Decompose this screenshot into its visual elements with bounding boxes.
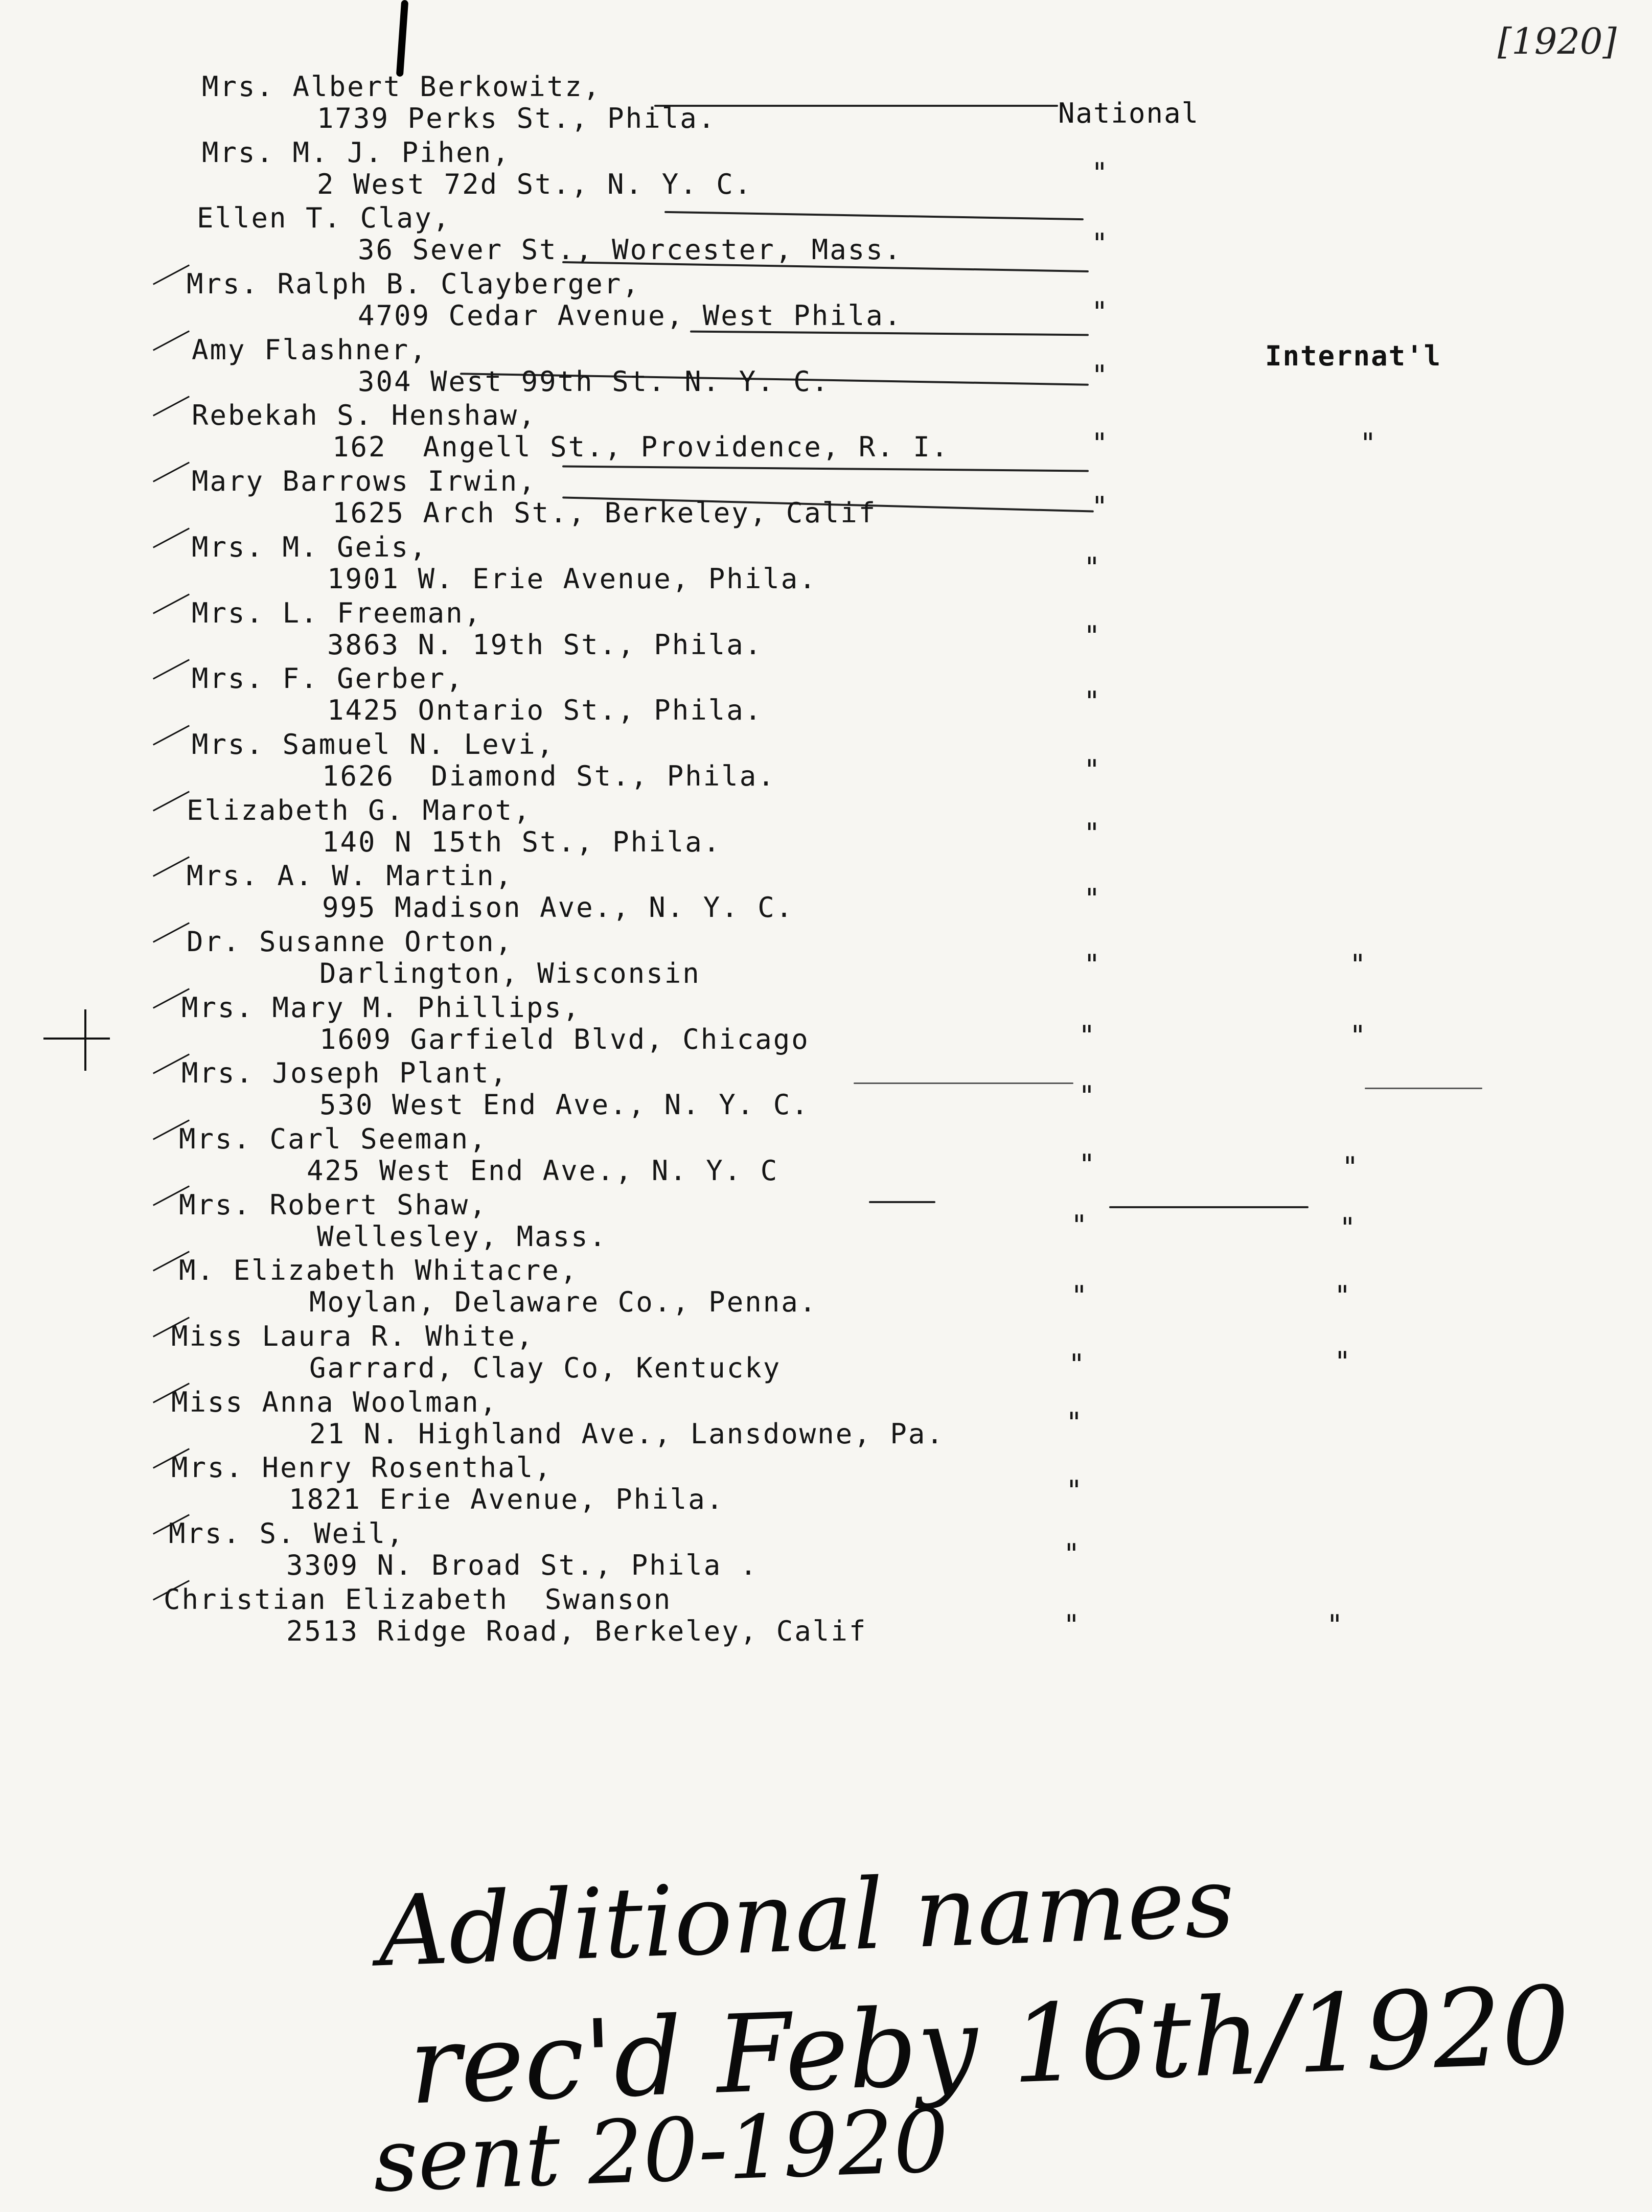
entry-name: Mrs. Joseph Plant, xyxy=(181,1057,509,1090)
list-item xyxy=(0,532,1652,598)
national-ditto: " xyxy=(1079,1019,1097,1052)
list-item xyxy=(0,72,1652,137)
entry-address: 36 Sever St., Worcester, Mass. xyxy=(358,234,903,266)
entry-name: Mrs. A. W. Martin, xyxy=(187,860,514,892)
entry-address: 1626 Diamond St., Phila. xyxy=(322,759,776,792)
list-item xyxy=(0,1387,1652,1453)
address-list xyxy=(0,72,1652,1650)
entry-address: Garrard, Clay Co, Kentucky xyxy=(309,1352,782,1385)
entry-address: 2 West 72d St., N. Y. C. xyxy=(317,168,753,200)
handwritten-note-line: Additional names xyxy=(376,1845,1236,1989)
entry-address: 4709 Cedar Avenue, West Phila. xyxy=(358,299,903,332)
national-ditto: " xyxy=(1071,1209,1089,1241)
entry-name: Elizabeth G. Marot, xyxy=(187,794,532,826)
entry-name: Mrs. Robert Shaw, xyxy=(179,1188,488,1221)
entry-name: Mrs. L. Freeman, xyxy=(192,596,483,629)
entry-address: Wellesley, Mass. xyxy=(317,1220,608,1253)
entry-name: Mrs. Mary M. Phillips, xyxy=(181,991,581,1024)
national-column-header: National xyxy=(1058,97,1200,129)
entry-address: 530 West End Ave., N. Y. C. xyxy=(319,1089,810,1121)
list-item xyxy=(0,335,1652,401)
entry-name: Amy Flashner, xyxy=(192,333,428,366)
international-ditto: " xyxy=(1334,1346,1352,1378)
entry-name: Mrs. Ralph B. Clayberger, xyxy=(187,268,640,301)
list-item xyxy=(0,1058,1652,1124)
international-ditto: " xyxy=(1349,1019,1368,1052)
international-ditto: " xyxy=(1326,1608,1345,1641)
entry-name: Christian Elizabeth Swanson xyxy=(164,1583,672,1616)
entry-address: 140 N 15th St., Phila. xyxy=(322,825,722,858)
national-ditto: " xyxy=(1084,685,1102,718)
entry-address: 995 Madison Ave., N. Y. C. xyxy=(322,891,794,924)
list-item xyxy=(0,729,1652,795)
national-ditto: " xyxy=(1079,1148,1097,1181)
list-item xyxy=(0,861,1652,927)
paper-clip-mark xyxy=(396,0,408,77)
national-ditto: " xyxy=(1091,156,1110,189)
entry-address: 1625 Arch St., Berkeley, Calif xyxy=(332,497,877,529)
international-ditto: " xyxy=(1339,1211,1358,1244)
national-ditto: " xyxy=(1066,1406,1084,1439)
entry-address: 3309 N. Broad St., Phila . xyxy=(286,1549,759,1582)
list-item xyxy=(0,1584,1652,1650)
list-item xyxy=(0,203,1652,269)
entry-name: Mrs. S. Weil, xyxy=(169,1517,405,1550)
national-ditto: " xyxy=(1063,1538,1082,1571)
entry-name: Miss Laura R. White, xyxy=(171,1320,535,1353)
international-ditto: " xyxy=(1334,1280,1352,1312)
list-item xyxy=(0,1321,1652,1387)
list-item xyxy=(0,927,1652,993)
national-ditto: " xyxy=(1084,753,1102,786)
entry-name: Mrs. F. Gerber, xyxy=(192,662,464,695)
national-ditto: " xyxy=(1068,1348,1087,1381)
national-ditto: " xyxy=(1084,619,1102,652)
national-ditto: " xyxy=(1084,551,1102,584)
national-ditto: " xyxy=(1063,1608,1082,1641)
national-ditto: " xyxy=(1066,1474,1084,1507)
national-ditto: " xyxy=(1084,817,1102,849)
entry-address: 3863 N. 19th St., Phila. xyxy=(327,628,763,661)
national-ditto: " xyxy=(1079,1080,1097,1113)
entry-name: Mrs. M. J. Pihen, xyxy=(202,136,511,169)
list-item xyxy=(0,1518,1652,1584)
national-ditto: " xyxy=(1091,491,1110,523)
international-ditto: " xyxy=(1349,948,1368,981)
entry-name: Miss Anna Woolman, xyxy=(171,1386,498,1418)
entry-name: Rebekah S. Henshaw, xyxy=(192,399,537,432)
entry-name: Mary Barrows Irwin, xyxy=(192,465,537,498)
entry-address: 425 West End Ave., N. Y. C xyxy=(307,1155,779,1187)
international-ditto: " xyxy=(1360,427,1378,460)
handwritten-note-line: rec'd Feby 16th/1920 xyxy=(407,1963,1572,2129)
handwritten-note-line: sent 20-1920 xyxy=(371,2090,951,2212)
entry-name: Ellen T. Clay, xyxy=(197,202,451,235)
national-ditto: " xyxy=(1091,227,1110,260)
list-item xyxy=(0,993,1652,1058)
list-item xyxy=(0,795,1652,861)
national-ditto: " xyxy=(1091,359,1110,391)
entry-name: Mrs. Samuel N. Levi, xyxy=(192,728,555,761)
international-column-header: Internat'l xyxy=(1265,340,1442,372)
national-ditto: " xyxy=(1091,296,1110,329)
entry-name: Dr. Susanne Orton, xyxy=(187,925,514,958)
entry-address: 1609 Garfield Blvd, Chicago xyxy=(319,1023,810,1055)
list-item xyxy=(0,663,1652,729)
national-ditto: " xyxy=(1091,427,1110,460)
entry-address: Moylan, Delaware Co., Penna. xyxy=(309,1286,818,1319)
entry-address: 1901 W. Erie Avenue, Phila. xyxy=(327,562,817,595)
list-item xyxy=(0,137,1652,203)
entry-name: Mrs. Carl Seeman, xyxy=(179,1123,488,1155)
entry-name: Mrs. M. Geis, xyxy=(192,531,428,563)
list-item xyxy=(0,1124,1652,1190)
list-item xyxy=(0,1255,1652,1321)
entry-name: Mrs. Albert Berkowitz, xyxy=(202,71,602,103)
entry-address: 162 Angell St., Providence, R. I. xyxy=(332,431,950,464)
national-ditto: " xyxy=(1071,1280,1089,1312)
entry-name: M. Elizabeth Whitacre, xyxy=(179,1254,579,1287)
list-item xyxy=(0,400,1652,466)
entry-address: 304 West 99th St. N. Y. C. xyxy=(358,365,830,398)
entry-address: 1739 Perks St., Phila. xyxy=(317,102,717,134)
list-item xyxy=(0,1190,1652,1256)
entry-address: 1425 Ontario St., Phila. xyxy=(327,694,763,727)
list-item xyxy=(0,269,1652,335)
international-ditto: " xyxy=(1342,1151,1360,1183)
reference-mark: [1920] xyxy=(1498,20,1617,62)
entry-address: 21 N. Highland Ave., Lansdowne, Pa. xyxy=(309,1417,945,1450)
national-ditto: " xyxy=(1084,948,1102,981)
entry-name: Mrs. Henry Rosenthal, xyxy=(171,1451,553,1484)
list-item xyxy=(0,466,1652,532)
list-item xyxy=(0,598,1652,664)
entry-address: 1821 Erie Avenue, Phila. xyxy=(289,1483,725,1516)
entry-address: 2513 Ridge Road, Berkeley, Calif xyxy=(286,1615,867,1647)
national-ditto: " xyxy=(1084,883,1102,915)
list-item xyxy=(0,1453,1652,1518)
entry-address: Darlington, Wisconsin xyxy=(319,957,701,989)
